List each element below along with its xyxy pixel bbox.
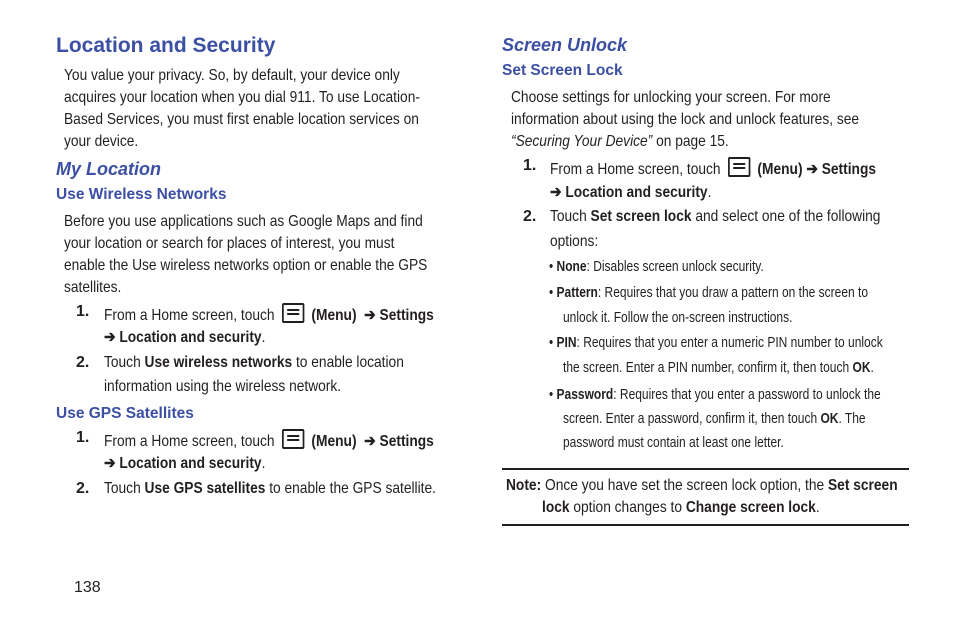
- menu-label: (Menu): [311, 307, 357, 324]
- step-text: Touch: [104, 354, 145, 371]
- lock-label: lock: [542, 499, 570, 516]
- note-label: Note:: [506, 477, 542, 494]
- wireless-step-1-number: 1.: [76, 303, 90, 320]
- note-text: Once you have set the screen lock option, the: [541, 477, 829, 494]
- bullet-text: : Requires that you enter a numeric PIN number to unlock: [576, 334, 883, 351]
- bullet-text: : Requires that you draw a pattern on the screen to: [597, 284, 869, 301]
- bullet-password-cont: [563, 410, 866, 427]
- step-text: From a Home screen, touch: [104, 433, 275, 450]
- set-screen-label: Set screen: [828, 477, 898, 494]
- step-text: From a Home screen, touch: [550, 161, 721, 178]
- bullet-text: : Requires that you enter a password to unlock the: [613, 386, 881, 403]
- none-label: None: [556, 258, 587, 275]
- intro-line-1: You value your privacy. So, by default, your device only: [64, 67, 400, 84]
- wireless-step-2: [104, 354, 404, 372]
- wireless-body-4: satellites.: [64, 279, 122, 296]
- bullet-none: • None: Disables screen unlock security.: [549, 258, 764, 275]
- my-location-heading: My Location: [56, 159, 162, 179]
- gps-step-1-number: 1.: [76, 429, 90, 446]
- settings-label: Settings: [379, 433, 434, 450]
- arrow-icon: ➔: [364, 433, 376, 450]
- gps-step-2-number: 2.: [76, 480, 90, 497]
- unlock-step-2-number: 2.: [523, 208, 537, 225]
- location-security-label: Location and security: [119, 329, 262, 346]
- unlock-step-2-cont: options:: [550, 233, 599, 250]
- bullet-text: the screen. Enter a PIN number, confirm it, then touch: [563, 359, 853, 376]
- pin-label: PIN: [556, 334, 577, 351]
- gps-step-1-cont: [104, 453, 265, 473]
- unlock-step-1: [550, 157, 876, 179]
- menu-icon: [728, 157, 750, 177]
- wireless-heading: Use Wireless Networks: [56, 186, 227, 203]
- menu-label: (Menu): [757, 161, 803, 178]
- cross-reference-link[interactable]: “Securing Your Device”: [511, 133, 653, 150]
- note-line-2: [542, 499, 820, 517]
- screen-unlock-heading: Screen Unlock: [502, 35, 628, 55]
- set-screen-lock-label: Set screen lock: [590, 208, 692, 225]
- period: .: [815, 499, 820, 516]
- note-line-1: [506, 477, 898, 495]
- unlock-step-2: [550, 208, 880, 226]
- wireless-body-3: enable the Use wireless networks option or enable the GPS: [64, 257, 428, 274]
- bullet-password: • Password: Requires that you enter a password to unlock the: [549, 386, 881, 403]
- set-lock-intro-1: Choose settings for unlocking your screen. For more: [511, 89, 831, 106]
- note-bottom-rule: [502, 524, 909, 526]
- intro-line-2: acquires your location when you dial 911. To use Location-: [64, 89, 420, 106]
- bullet-text: : Disables screen unlock security.: [586, 258, 764, 275]
- arrow-icon: ➔: [550, 184, 562, 201]
- arrow-icon: ➔: [104, 455, 116, 472]
- gps-heading: Use GPS Satellites: [56, 405, 194, 422]
- arrow-icon: ➔: [806, 161, 818, 178]
- bullet-pattern-cont: unlock it. Follow the on-screen instructions.: [563, 309, 793, 326]
- period: .: [261, 455, 266, 472]
- settings-label: Settings: [821, 161, 877, 178]
- set-lock-intro-2: information about using the lock and unlock features, see: [511, 111, 860, 128]
- ok-label: OK: [820, 410, 839, 427]
- page-number: 138: [74, 579, 101, 596]
- wireless-body-1: Before you use applications such as Google Maps and find: [64, 213, 423, 230]
- bullet-password-cont-2: password must contain at least one letter.: [563, 434, 784, 451]
- menu-label: (Menu): [311, 433, 357, 450]
- arrow-icon: ➔: [364, 307, 376, 324]
- gps-step-1: [104, 429, 434, 451]
- bullet-pin-cont: [563, 359, 874, 376]
- wireless-step-2-number: 2.: [76, 354, 90, 371]
- use-wireless-label: Use wireless networks: [144, 354, 293, 371]
- bullet-text: . The: [838, 410, 866, 427]
- period: .: [707, 184, 712, 201]
- step-text: to enable location: [292, 354, 404, 371]
- password-label: Password: [556, 386, 614, 403]
- step-text: and select one of the following: [691, 208, 881, 225]
- ok-label: OK: [852, 359, 871, 376]
- wireless-step-2-cont: information using the wireless network.: [104, 378, 342, 395]
- unlock-step-1-number: 1.: [523, 157, 537, 174]
- set-screen-lock-heading: Set Screen Lock: [502, 62, 623, 79]
- wireless-body-2: your location or search for places of interest, you must: [64, 235, 395, 252]
- bullet-pin: • PIN: Requires that you enter a numeric PIN number to unlock: [549, 334, 883, 351]
- period: .: [870, 359, 874, 376]
- step-text: From a Home screen, touch: [104, 307, 275, 324]
- menu-icon: [282, 429, 304, 449]
- page-ref: on page 15.: [652, 133, 729, 150]
- settings-label: Settings: [379, 307, 434, 324]
- set-lock-intro-3: [511, 133, 729, 151]
- page-title: Location and Security: [56, 34, 276, 57]
- wireless-step-1: [104, 303, 434, 325]
- bullet-pattern: • Pattern: Requires that you draw a pattern on the screen to: [549, 284, 869, 301]
- menu-icon: [282, 303, 304, 323]
- step-text: Touch: [104, 480, 145, 497]
- note-text: option changes to: [569, 499, 686, 516]
- intro-line-3: Based Services, you must first enable location services on: [64, 111, 419, 128]
- pattern-label: Pattern: [556, 284, 598, 301]
- period: .: [261, 329, 266, 346]
- step-text: Touch: [550, 208, 591, 225]
- arrow-icon: ➔: [104, 329, 116, 346]
- unlock-step-1-cont: [550, 182, 711, 202]
- step-text: to enable the GPS satellite.: [265, 480, 436, 497]
- intro-line-4: your device.: [64, 133, 139, 150]
- change-screen-lock-label: Change screen lock: [685, 499, 816, 516]
- wireless-step-1-cont: [104, 327, 265, 347]
- note-top-rule: [502, 468, 909, 470]
- location-security-label: Location and security: [119, 455, 262, 472]
- location-security-label: Location and security: [565, 184, 708, 201]
- gps-step-2: [104, 480, 436, 498]
- use-gps-label: Use GPS satellites: [144, 480, 266, 497]
- bullet-text: screen. Enter a password, confirm it, then touch: [563, 410, 821, 427]
